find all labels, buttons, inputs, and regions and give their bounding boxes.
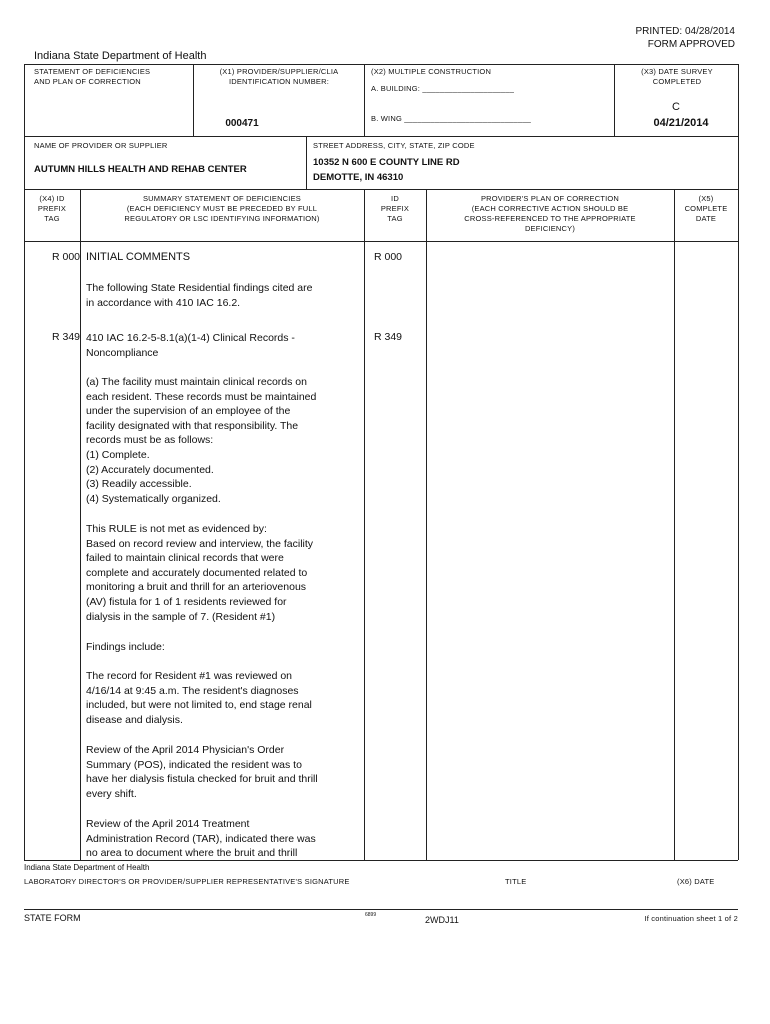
x4-header: (X4) ID PREFIX TAG bbox=[37, 194, 67, 223]
provider-name-label: NAME OF PROVIDER OR SUPPLIER bbox=[34, 141, 168, 150]
footer-agency: Indiana State Department of Health bbox=[24, 863, 150, 872]
agency-name: Indiana State Department of Health bbox=[34, 50, 207, 62]
x5-header: (X5) COMPLETE DATE bbox=[684, 194, 728, 223]
entry-text-tar-review: Review of the April 2014 Treatment Administration Record (TAR), indicated there was no area to document where the bruit and thrill bbox=[86, 818, 316, 860]
entry-text-pos-review: Review of the April 2014 Physician's Order Summary (POS), indicated the resident was to have her dialysis fistula checked for bruit and thrill every shift. bbox=[86, 744, 318, 800]
state-form-label: STATE FORM bbox=[24, 913, 81, 923]
x2-building: A. BUILDING: _____________________ bbox=[371, 84, 515, 93]
date-label: (X6) DATE bbox=[677, 877, 715, 886]
form-approved: FORM APPROVED bbox=[647, 39, 735, 50]
entry-title-clinical-records: 410 IAC 16.2-5-8.1(a)(1-4) Clinical Records - Noncompliance bbox=[86, 332, 295, 359]
entry-title-initial-comments: INITIAL COMMENTS bbox=[86, 251, 191, 263]
provider-id: 000471 bbox=[225, 118, 259, 129]
printed-date: PRINTED: 04/28/2014 bbox=[635, 26, 735, 37]
summary-header: SUMMARY STATEMENT OF DEFICIENCIES (EACH DEFICIENCY MUST BE PRECEDED BY FULL REGULATORY OR LSC IDENTIFYING INFORMATION) bbox=[124, 194, 320, 223]
address-line1: 10352 N 600 E COUNTY LINE RD bbox=[313, 157, 460, 168]
entry-text-rule: (a) The facility must maintain clinical records on each resident. These records must be maintained under the supervision of an employee of the facility designated with that responsibility. The records must be as follows: (1) Complete. (2) Accurately documented. (3) Readily accessible. (4) Systematically organized. bbox=[86, 376, 317, 505]
id-header: ID PREFIX TAG bbox=[380, 194, 410, 223]
statement-label: STATEMENT OF DEFICIENCIES AND PLAN OF CORRECTION bbox=[34, 67, 151, 86]
tag-r349: R 349 bbox=[52, 331, 81, 343]
continuation-sheet: If continuation sheet 1 of 2 bbox=[644, 914, 738, 923]
form-number: 6899 bbox=[365, 912, 377, 918]
address-label: STREET ADDRESS, CITY, STATE, ZIP CODE bbox=[313, 141, 475, 150]
x1-label: (X1) PROVIDER/SUPPLIER/CLIA IDENTIFICATION NUMBER: bbox=[219, 67, 339, 86]
entry-text-findings: Findings include: bbox=[86, 641, 165, 653]
x2-wing: B. WING _____________________________ bbox=[371, 114, 532, 123]
survey-code: C bbox=[672, 101, 680, 113]
survey-date: 04/21/2014 bbox=[653, 117, 709, 129]
id-tag-r349: R 349 bbox=[374, 331, 403, 343]
entry-text-initial: The following State Residential findings cited are in accordance with 410 IAC 16.2. bbox=[86, 282, 313, 309]
event-id: 2WDJ11 bbox=[425, 915, 459, 925]
signature-label: LABORATORY DIRECTOR'S OR PROVIDER/SUPPLIER REPRESENTATIVE'S SIGNATURE bbox=[24, 877, 350, 886]
id-tag-r000: R 000 bbox=[374, 251, 403, 263]
x2-label: (X2) MULTIPLE CONSTRUCTION bbox=[371, 67, 492, 76]
tag-r000: R 000 bbox=[52, 251, 81, 263]
entry-text-not-met: This RULE is not met as evidenced by: Based on record review and interview, the facility failed to maintain clinical records that were complete and accurately documented related to monitoring a bruit and thrill for an arteriovenous (AV) fistula for 1 of 1 residents reviewed for dialysis in the sample of 7. (Resident #1) bbox=[86, 523, 314, 623]
address-line2: DEMOTTE, IN 46310 bbox=[313, 172, 404, 183]
title-label: TITLE bbox=[505, 877, 527, 886]
provider-name: AUTUMN HILLS HEALTH AND REHAB CENTER bbox=[34, 164, 247, 175]
x3-label: (X3) DATE SURVEY COMPLETED bbox=[641, 67, 713, 86]
plan-header: PROVIDER'S PLAN OF CORRECTION (EACH CORRECTIVE ACTION SHOULD BE CROSS-REFERENCED TO THE APPROPRIATE DEFICIENCY) bbox=[464, 194, 636, 233]
entry-text-record-review: The record for Resident #1 was reviewed on 4/16/14 at 9:45 a.m. The resident's diagnoses included, but were not limited to, end stage renal disease and dialysis. bbox=[86, 670, 312, 726]
